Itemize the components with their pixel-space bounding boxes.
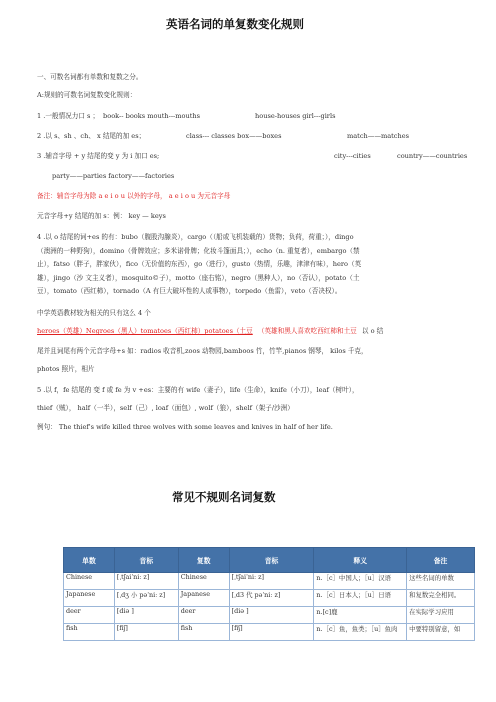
rule-4-line: 4 .以 o 结尾的词+es 的有：bubo（腹股沟腺炎），cargo（（船或飞机装载的）货物；负荷，荷重；），dingo [37, 233, 354, 241]
table-cell: [ˌtʃaiˈniː z] [229, 573, 314, 590]
rule-1-example-1: book-- books mouth---mouths [103, 112, 201, 120]
rule-3-example-1: city---cities [334, 152, 371, 160]
table-cell: n.[c]鹿 [314, 607, 407, 624]
rule-4-line: 雄），jingo（沙 文主义者），mosquito©子），motto（座右铭），negro（黑种人），no（否认），potato（土 [37, 273, 360, 282]
column-header: 备注 [407, 548, 475, 573]
rule-3-example-3: party——parties factory——factories [52, 172, 175, 180]
table-cell: 这些名词的单数 [407, 573, 475, 590]
column-header: 音标 [229, 548, 314, 573]
table-row [64, 590, 475, 607]
table-cell: 和复数完全相同。 [407, 590, 475, 607]
rule-1-label: 1 .一般情况力口 s ； [37, 112, 100, 120]
table-cell: n.［c］中国人；［u］汉语 [314, 573, 407, 590]
rule-1-example-2: house-houses girl---girls [255, 112, 336, 120]
table-cell: n.［c］鱼，鱼类；［u］鱼肉 [314, 624, 407, 641]
table-row [64, 607, 475, 624]
table-cell: Chinese [178, 573, 229, 590]
textbook-note: 中学英语教材较为相关的只有这么 4 个 [37, 309, 151, 317]
table-cell: deer [64, 607, 115, 624]
table-cell: [fiʃ] [114, 624, 178, 641]
rule-5-line: thief（贼）， half（一半），self（己）, loaf（面包）, wolf（狼），shelf（架子/沙洲） [37, 404, 294, 412]
table-cell: [ˌtʃaiˈniː z] [114, 573, 178, 590]
heroes-examples: heroes（英雄）Negroes（黑人）tomatoes（西红柿）potatoes（土豆 [37, 327, 253, 335]
page-title: 英语名词的单复数变化规则 [166, 17, 304, 31]
column-header: 音标 [114, 548, 178, 573]
column-header: 单数 [64, 548, 115, 573]
o-rule-start: 以 o 结 [361, 327, 384, 335]
example-sentence: 例句： The thief's wife killed three wolves with some leaves and knives in half of her life. [37, 423, 333, 431]
table-cell: n.［c］日本人；［u］日语 [314, 590, 407, 607]
rule-2-example-2: match——matches [347, 132, 410, 140]
table-cell: Japanese [64, 590, 115, 607]
table-cell: 在实际学习应用 [407, 607, 475, 624]
table-cell: Chinese [64, 573, 115, 590]
rule-4-line: （澳洲的一种野狗），domino（骨牌效应；多米诺骨牌；化妆斗篷面具；），echo（n. 重复者），embargo（禁 [37, 246, 360, 255]
table-cell: [diə ] [114, 607, 178, 624]
table-cell: [ˌdʒ 小 pəˈniː z] [114, 590, 178, 607]
vowel-y-note: 元音字母+y 结尾的加 s：例： key — keys [37, 212, 166, 220]
rule-5-line: 5 .以 f，fe 结尾的 变 f 或 fe 为 v +es：主要的有 wife（妻子），life（生命），knife（小刀），leaf（树叶）， [37, 386, 359, 394]
irregular-nouns-table [63, 547, 475, 641]
table-cell: fish [178, 624, 229, 641]
table-row [64, 573, 475, 590]
rule-2-example-1: class--- classes box——boxes [186, 132, 282, 140]
table-cell: [diə ] [229, 607, 314, 624]
section-title: 常见不规则名词复数 [172, 490, 276, 504]
o-rule-paragraph [37, 342, 473, 378]
o-rule-line: 尾并且词尾有两个元音字母+s 如：radios 收音机,zoos 动物园,bamboos 竹，竹竿,pianos 钢琴， kilos 千克， [37, 347, 368, 355]
rule-3-label: 3 .辅音字母 + y 结尾的变 y 为 i 加口 es; [37, 152, 160, 160]
table-row [64, 624, 475, 641]
table-cell: [fiʃ] [229, 624, 314, 641]
column-header: 复数 [178, 548, 229, 573]
rule-4-paragraph [37, 231, 473, 299]
heroes-line [37, 327, 383, 336]
section-subheading: A:规则的可数名词复数变化规则： [37, 91, 137, 99]
table-cell: fish [64, 624, 115, 641]
section-heading: 一、可数名词都有单数和复数之分。 [37, 73, 143, 81]
table-cell: 中要特别留意，如 [407, 624, 475, 641]
table-cell: [ˌd3 代 pəˈniː z] [229, 590, 314, 607]
rule-4-line: 豆），tomato（西红柿），tornado（A 有巨大破坏性的人或事物），torpedo（鱼雷），veto（否决权）。 [37, 287, 342, 295]
vowel-note: 备注：辅音字母为除 a e i o u 以外的字母， a e i o u 为元音字母 [37, 192, 231, 200]
rule-2-label: 2 .以 s、sh 、ch、 x 结尾的加 es； [37, 132, 146, 140]
column-header: 释义 [314, 548, 407, 573]
table-cell: Japanese [178, 590, 229, 607]
o-rule-line: photos 照片，相片 [37, 365, 95, 373]
table-header-row [64, 548, 475, 573]
table-cell: deer [178, 607, 229, 624]
rule-5-paragraph [37, 381, 473, 417]
rule-4-line: 止），fatso（胖子，胖家伙），fico（无价值的东西），go（进行），gusto（热情，乐趣，津津有味），hero（英 [37, 260, 362, 268]
heroes-mnemonic: （英雄和黑人喜欢吃西红柿和土豆 [257, 327, 357, 335]
rule-3-example-2: country——countries [397, 152, 468, 160]
